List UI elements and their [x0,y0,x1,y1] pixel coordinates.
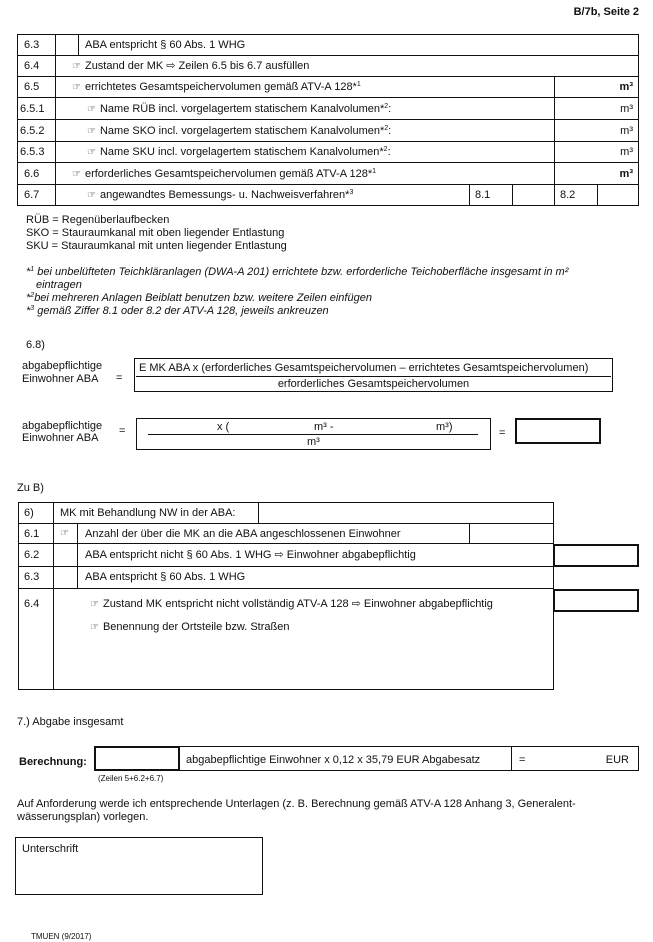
result-equals: = [499,427,506,439]
row-number: 6.1 [24,528,40,540]
row-label: Anzahl der über die MK an die ABA angeschlossenen Einwohner [85,528,401,540]
option-label-8-1: 8.1 [475,189,491,201]
row-number: 6.6 [24,168,40,180]
pointing-hand-icon: ☞ [72,61,81,72]
formula-label-line1: abgabepflichtige [22,360,103,372]
total-amount-input[interactable] [530,748,600,769]
row-label: ABA entspricht § 60 Abs. 1 WHG [85,39,246,51]
abbreviation: SKU = Stauraumkanal mit unten liegender Entlastung [26,240,287,252]
row-label [90,622,289,633]
fill-m3-close: m³) [436,421,453,433]
total-heading: 7.) Abgabe insgesamt [17,716,124,728]
input-hint: (Zeilen 5+6.2+6.7) [98,774,164,783]
fill-denominator-unit: m³ [307,436,320,448]
row-text: erforderliches Gesamtspeichervolumen gemäß ATV-A 128* [84,168,373,180]
built-volume-input[interactable] [345,420,433,433]
denominator-volume-input[interactable] [240,436,300,449]
footnote-continuation: eintragen [36,279,82,291]
unit-label: m³ [620,146,633,158]
row-label [90,599,493,610]
einwohner-input[interactable] [150,420,210,433]
fraction-bar [148,434,478,435]
row-text: Name SKU incl. vorgelagertem statischem Kanalvolumen* [99,146,384,158]
row-label [72,61,309,72]
sku-name-input[interactable] [404,142,552,161]
col-divider [469,184,470,206]
equals-sign: = [119,425,126,437]
row-number: 6.4 [24,60,40,72]
unit-label: m³ [619,168,633,180]
section-number: 6.8) [26,339,45,351]
row-number: 6.5.2 [20,125,45,137]
row-text: errichtetes Gesamtspeichervolumen gemäß ATV-A 128* [84,81,357,93]
col-divider [77,523,78,588]
fill-m3-minus: m³ - [314,421,334,433]
unit-label: m³ [620,125,633,137]
row-text: Zustand MK entspricht nicht vollständig ATV-A 128 ⇨ Einwohner abgabepflichtig [102,598,493,610]
footnote-ref: 1 [356,81,361,88]
colon: : [388,125,392,137]
row-label: MK mit Behandlung NW in der ABA: [60,507,236,519]
section-b-heading: Zu B) [17,482,44,494]
row-text: Name SKO incl. vorgelagertem statischem Kanalvolumen* [99,125,385,137]
pointing-hand-icon: ☞ [72,169,81,180]
footnote [26,306,329,317]
pointing-hand-icon: ☞ [72,82,81,93]
row-number: 6) [24,507,34,519]
row-number: 6.2 [24,549,40,561]
abgabepflichtig-input-6-2[interactable] [553,544,639,567]
formula-denominator: erforderliches Gesamtspeichervolumen [277,378,470,390]
page-label: B/7b, Seite 2 [573,6,639,18]
footnote-mark: * [26,292,31,304]
pointing-hand-icon: ☞ [60,528,69,539]
row-text: angewandtes Bemessungs- u. Nachweisverfahren* [99,189,350,201]
footnote-ref: 3 [349,189,354,196]
formula-numerator: E MK ABA x (erforderliches Gesamtspeichervolumen – errichtetes Gesamtspeichervolumen) [139,362,589,374]
row-divider [18,566,554,567]
row-label [72,169,376,180]
abbreviation: SKO = Stauraumkanal mit oben liegender Entlastung [26,227,285,239]
footer-code: TMUEN (9/2017) [31,932,92,941]
option-label-8-2: 8.2 [560,189,576,201]
required-volume-input[interactable] [232,420,312,433]
unit-label: m³ [619,81,633,93]
row-number: 6.4 [24,598,40,610]
row-number: 6.3 [24,39,40,51]
volume-input-6-6[interactable] [473,163,553,183]
formula-label-line2: Einwohner ABA [22,373,99,385]
row-number: 6.5 [24,81,40,93]
checkbox-8-2[interactable] [598,185,638,205]
row-text: Zustand der MK ⇨ Zeilen 6.5 bis 6.7 ausfüllen [84,60,310,72]
footnote-number: 2 [30,292,35,299]
result-input[interactable] [515,418,601,444]
row-divider [18,543,554,544]
pointing-hand-icon: ☞ [90,599,99,610]
note-line2: wässerungsplan) vorlegen. [17,811,149,823]
result-equals: = [519,754,526,766]
footnote-text: bei mehreren Anlagen Beiblatt benutzen bzw. weitere Zeilen einfügen [34,292,372,304]
footnote-ref: 1 [372,168,377,175]
footnote-mark: * [26,266,31,278]
volume-input-6-5[interactable] [473,77,553,96]
equals-sign: = [116,372,123,384]
col-divider [78,34,79,55]
pointing-hand-icon: ☞ [87,190,96,201]
col-divider [55,34,56,206]
calculation-formula: abgabepflichtige Einwohner x 0,12 x 35,79 EUR Abgabesatz [186,754,481,766]
col-divider [511,746,512,771]
calculation-label: Berechnung: [19,756,87,768]
footnote-ref: 2 [384,103,389,110]
row-divider [18,588,554,589]
footnote-mark: * [26,305,31,317]
footnote [26,293,372,304]
row-number: 6.3 [24,571,40,583]
row-label [87,147,391,158]
mk-name-input[interactable] [259,503,553,522]
row-text: Benennung der Ortsteile bzw. Straßen [102,621,290,633]
footnote-text: gemäß Ziffer 8.1 oder 8.2 der ATV-A 128, jeweils ankreuzen [34,305,329,317]
row-divider [17,55,639,56]
col-divider [554,76,555,206]
pointing-hand-icon: ☞ [87,147,96,158]
colon: : [387,146,391,158]
footnote-text: bei unbelüfteten Teichkläranlagen (DWA-A 201) errichtete bzw. erforderliche Teichoberfläche insgesamt in m² [34,266,569,278]
fill-x-paren: x ( [217,421,230,433]
row-text: Name RÜB incl. vorgelagertem statischem Kanalvolumen* [99,103,385,115]
colon: : [388,103,392,115]
row-label [87,190,353,201]
row-number: 6.5.1 [20,103,45,115]
signature-label: Unterschrift [22,843,79,855]
einwohner-count-input[interactable] [470,524,553,542]
pointing-hand-icon: ☞ [87,126,96,137]
row-label [87,126,391,137]
pointing-hand-icon: ☞ [87,104,96,115]
row-label: ABA entspricht § 60 Abs. 1 WHG [85,571,246,583]
formula-label-line1: abgabepflichtige [22,420,103,432]
footnote-ref: 2 [384,125,389,132]
col-divider [53,502,54,690]
row-label: ABA entspricht nicht § 60 Abs. 1 WHG ⇨ Einwohner abgabepflichtig [85,549,416,561]
formula-label-line2: Einwohner ABA [22,432,99,444]
row-label [87,104,391,115]
fraction-bar [136,376,611,377]
einwohner-total-input-outline [94,746,180,771]
unit-label: m³ [620,103,633,115]
currency-label: EUR [605,754,629,766]
note-line1: Auf Anforderung werde ich entsprechende Unterlagen (z. B. Berechnung gemäß ATV-A 128 Anhang 3, Generalent- [17,798,576,810]
abbreviation: RÜB = Regenüberlaufbecken [26,214,170,226]
footnote-number: 1 [30,266,35,273]
row-number: 6.7 [24,189,40,201]
sko-name-input[interactable] [404,120,552,140]
footnote-number: 3 [30,305,35,312]
checkbox-8-1[interactable] [513,185,553,205]
abgabepflichtig-input-6-4[interactable] [553,589,639,612]
footnote [26,267,568,278]
ortsteile-textarea[interactable] [88,636,548,686]
rub-name-input[interactable] [404,98,552,118]
footnote-ref: 2 [383,146,388,153]
row-label [72,82,361,93]
row-number: 6.5.3 [20,146,45,158]
pointing-hand-icon: ☞ [90,622,99,633]
